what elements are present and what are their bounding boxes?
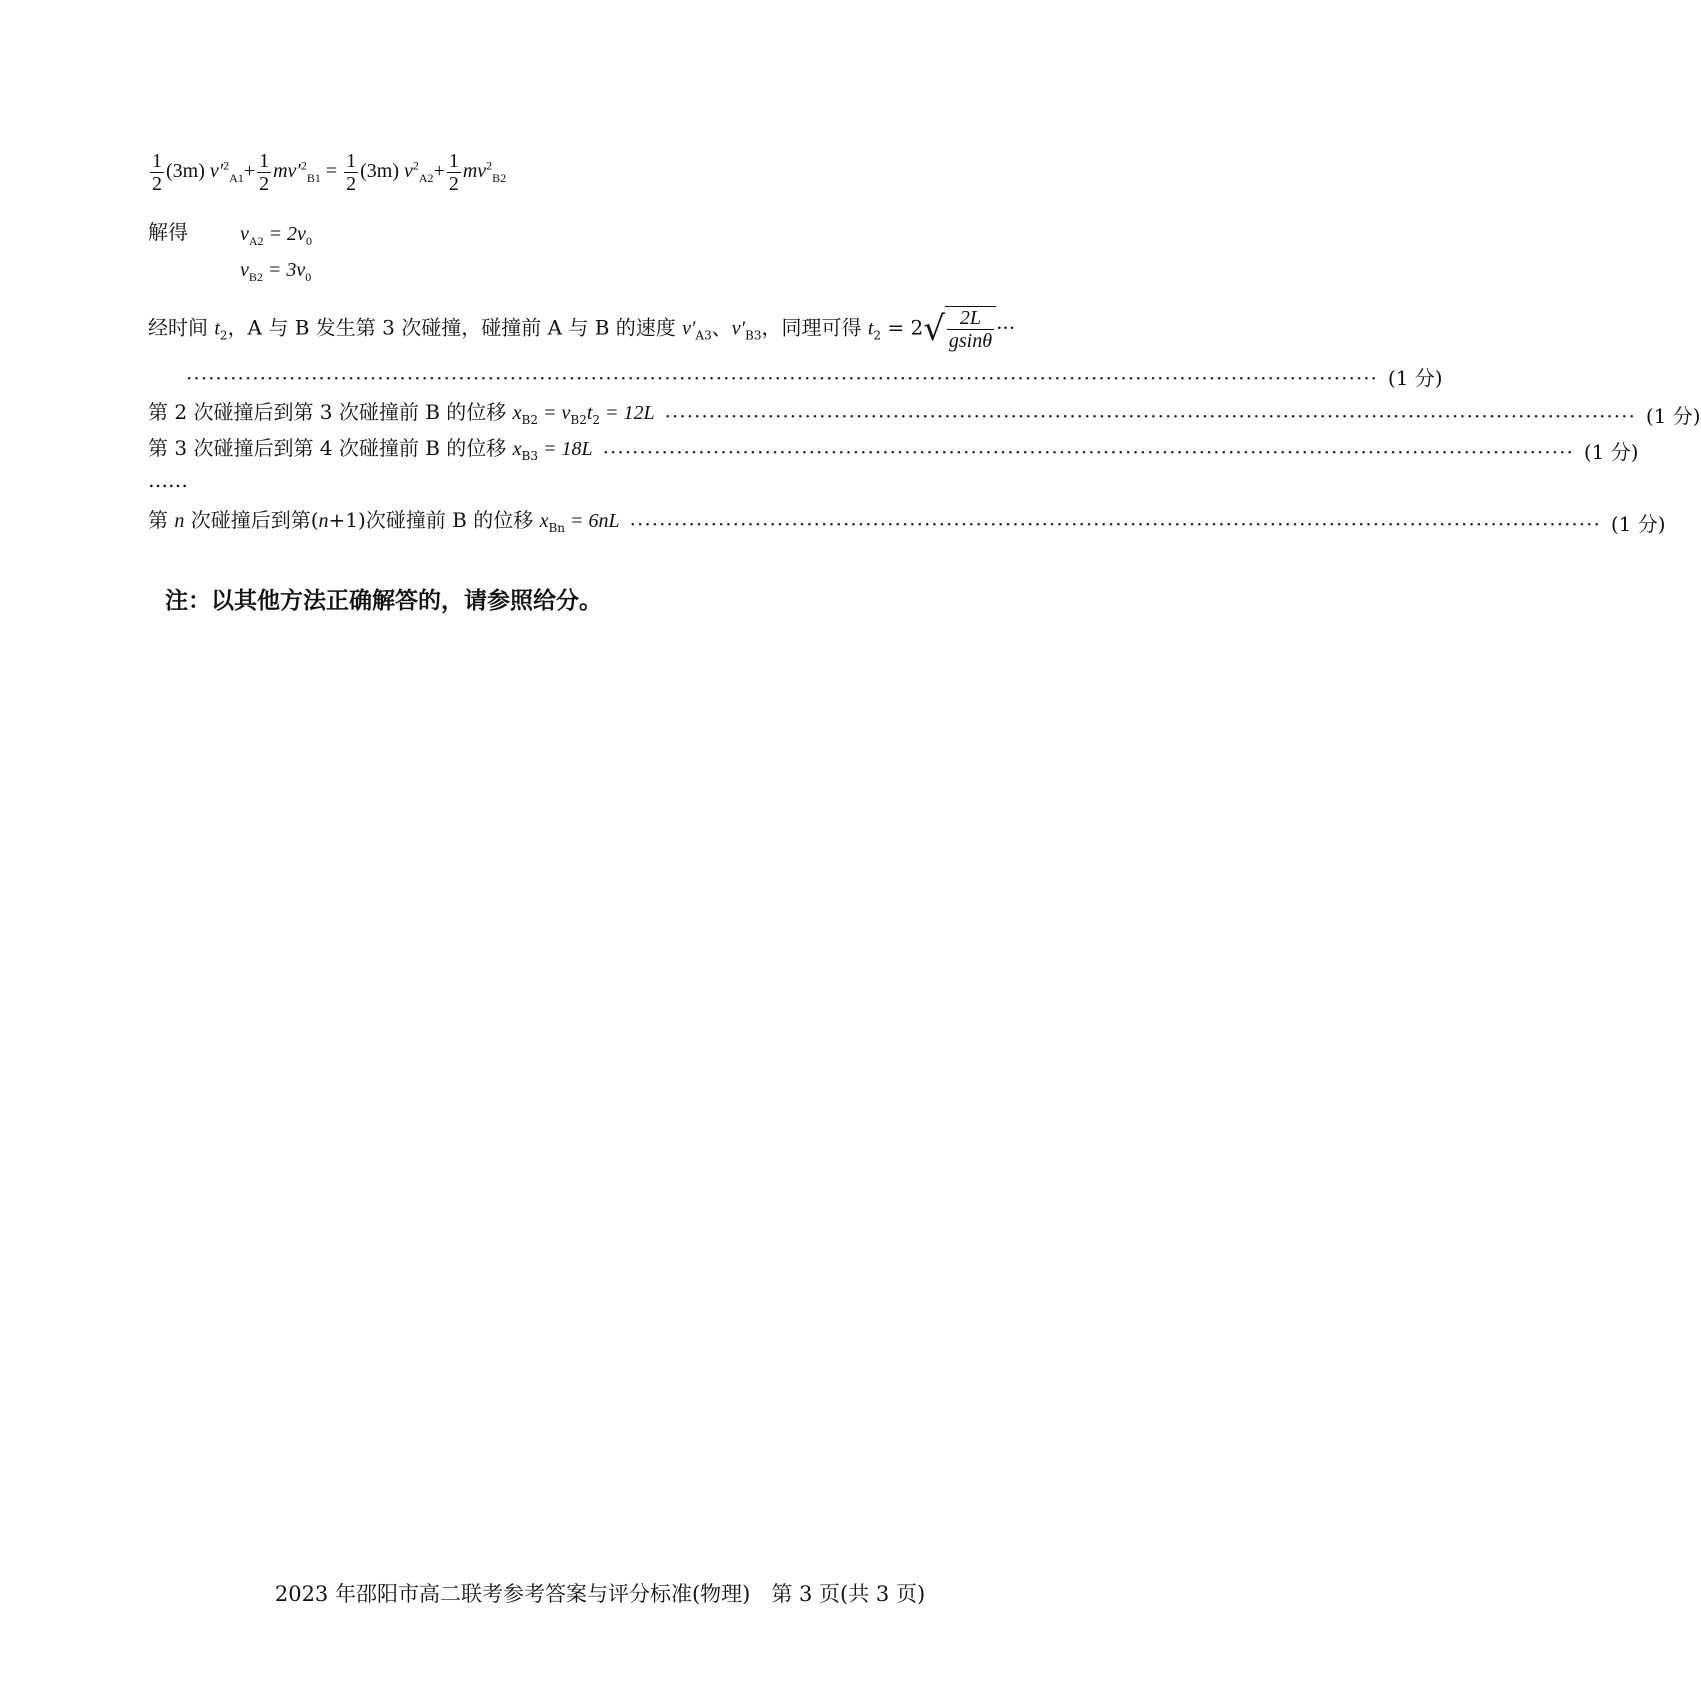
leader-dots: ·································································································································································· (186, 366, 1378, 390)
leader-dots: ···································································································································· (602, 440, 1574, 464)
third-collision-line: 经时间 $t_2$，A 与 B 发生第 3 次碰撞，碰撞前 A 与 B 的速度 $v'_{A3}$、$v'_{B3}$，同理可得 $t_2 = 2√$ $\frac{2L}{gsin\theta}$ ··· (148, 307, 1016, 352)
score-label: (1 分) (1583, 440, 1639, 464)
energy-equation: $\frac{1}{2}$ (3m) $v'^2_{A1}+$ $\frac{1}{2}$ $mv'^2_{B1}$ = $\frac{1}{2}$ (3m) $v^2_{A2}+$ $\frac{1}{2}$ $mv^2_{B2}$ (152, 150, 507, 195)
page-footer: 2023 年邵阳市高二联考参考答案与评分标准(物理) 第 3 页(共 3 页) (274, 1582, 926, 1606)
displacement-row: 第 2 次碰撞后到第 3 次碰撞前 B 的位移 $x_{B2} = v_{B2}t_2 = 12L$ ···································································································································· (1 分) (148, 400, 1701, 428)
sqrt-expression: √ $\frac{2L}{gsin\theta}$ (923, 306, 996, 352)
score-label: (1 分) (1387, 366, 1443, 390)
solution-label: 解得 (148, 220, 188, 244)
solution-va2: $v_{A2} = 2v_0$ (240, 223, 312, 248)
leader-dots: ···································································································································· (629, 512, 1601, 536)
fraction-half: $\frac{1}{2}$ (152, 150, 162, 195)
ellipsis: …… (148, 468, 188, 492)
nth-displacement-row: 第 n 次碰撞后到第(n+1)次碰撞前 B 的位移 $x_{Bn} = 6nL$ ···································································································································· (1 分) (148, 508, 1666, 536)
score-label: (1 分) (1645, 404, 1701, 428)
solution-vb2: $v_{B2} = 3v_0$ (240, 259, 312, 284)
score-label: (1 分) (1610, 512, 1666, 536)
displacement-row: 第 3 次碰撞后到第 4 次碰撞前 B 的位移 $x_{B3} = 18L$ ···································································································································· (1 分) (148, 436, 1639, 464)
leader-dots: ···································································································································· (664, 404, 1636, 428)
grading-note: 注：以其他方法正确解答的，请参照给分。 (165, 588, 602, 614)
third-collision-score-row (186, 364, 1443, 392)
